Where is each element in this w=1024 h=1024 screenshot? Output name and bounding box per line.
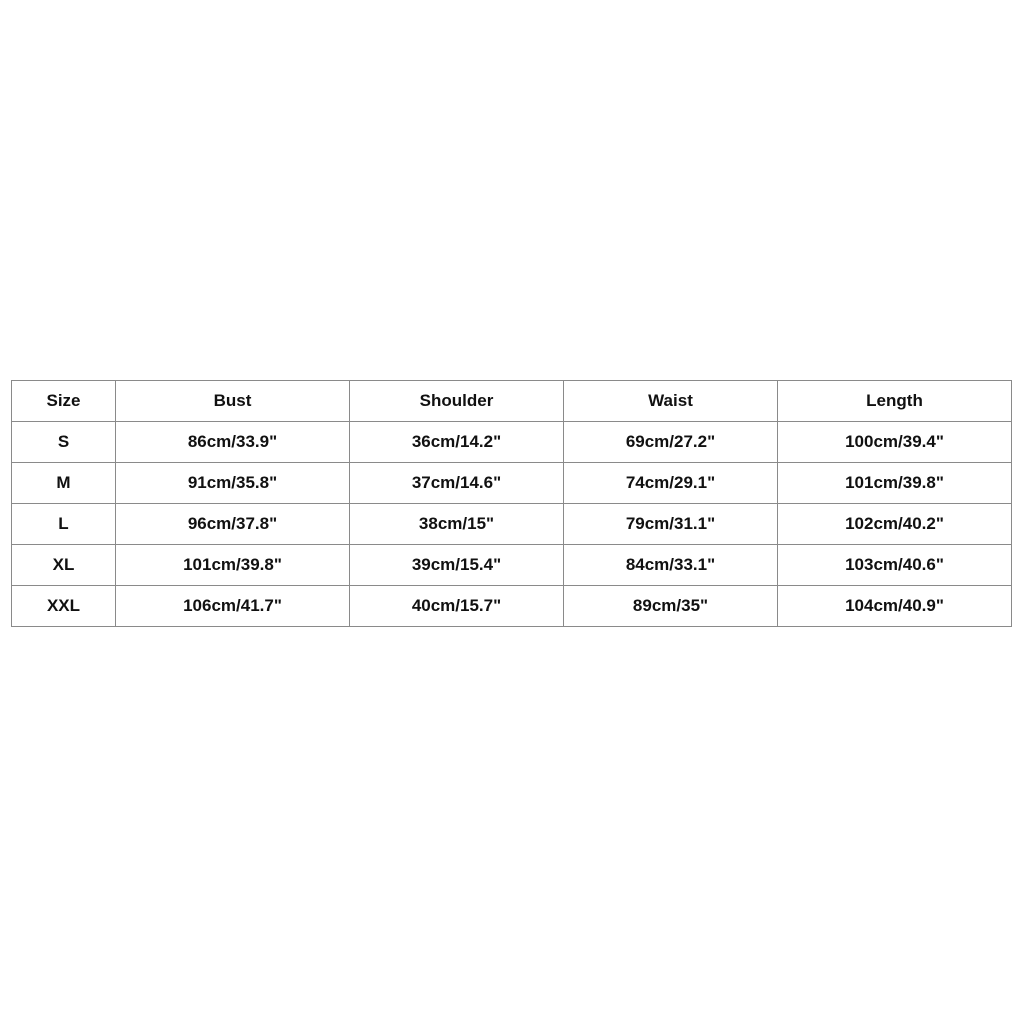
cell-size: S	[12, 422, 116, 463]
cell-bust: 91cm/35.8"	[116, 463, 350, 504]
header-bust: Bust	[116, 381, 350, 422]
cell-length: 104cm/40.9"	[778, 586, 1012, 627]
cell-size: XXL	[12, 586, 116, 627]
size-chart-table	[11, 380, 1012, 627]
cell-bust: 96cm/37.8"	[116, 504, 350, 545]
cell-bust: 86cm/33.9"	[116, 422, 350, 463]
cell-size: XL	[12, 545, 116, 586]
cell-bust: 101cm/39.8"	[116, 545, 350, 586]
cell-length: 103cm/40.6"	[778, 545, 1012, 586]
table-row	[12, 586, 1012, 627]
table-row	[12, 463, 1012, 504]
cell-waist: 89cm/35"	[564, 586, 778, 627]
cell-shoulder: 38cm/15"	[350, 504, 564, 545]
header-size: Size	[12, 381, 116, 422]
table-row	[12, 545, 1012, 586]
table-row	[12, 504, 1012, 545]
cell-shoulder: 40cm/15.7"	[350, 586, 564, 627]
cell-bust: 106cm/41.7"	[116, 586, 350, 627]
table-header-row	[12, 381, 1012, 422]
cell-shoulder: 36cm/14.2"	[350, 422, 564, 463]
cell-size: L	[12, 504, 116, 545]
cell-length: 102cm/40.2"	[778, 504, 1012, 545]
cell-shoulder: 37cm/14.6"	[350, 463, 564, 504]
cell-length: 100cm/39.4"	[778, 422, 1012, 463]
cell-length: 101cm/39.8"	[778, 463, 1012, 504]
cell-waist: 74cm/29.1"	[564, 463, 778, 504]
cell-size: M	[12, 463, 116, 504]
cell-waist: 84cm/33.1"	[564, 545, 778, 586]
header-shoulder: Shoulder	[350, 381, 564, 422]
cell-shoulder: 39cm/15.4"	[350, 545, 564, 586]
cell-waist: 69cm/27.2"	[564, 422, 778, 463]
cell-waist: 79cm/31.1"	[564, 504, 778, 545]
header-waist: Waist	[564, 381, 778, 422]
header-length: Length	[778, 381, 1012, 422]
table-row	[12, 422, 1012, 463]
